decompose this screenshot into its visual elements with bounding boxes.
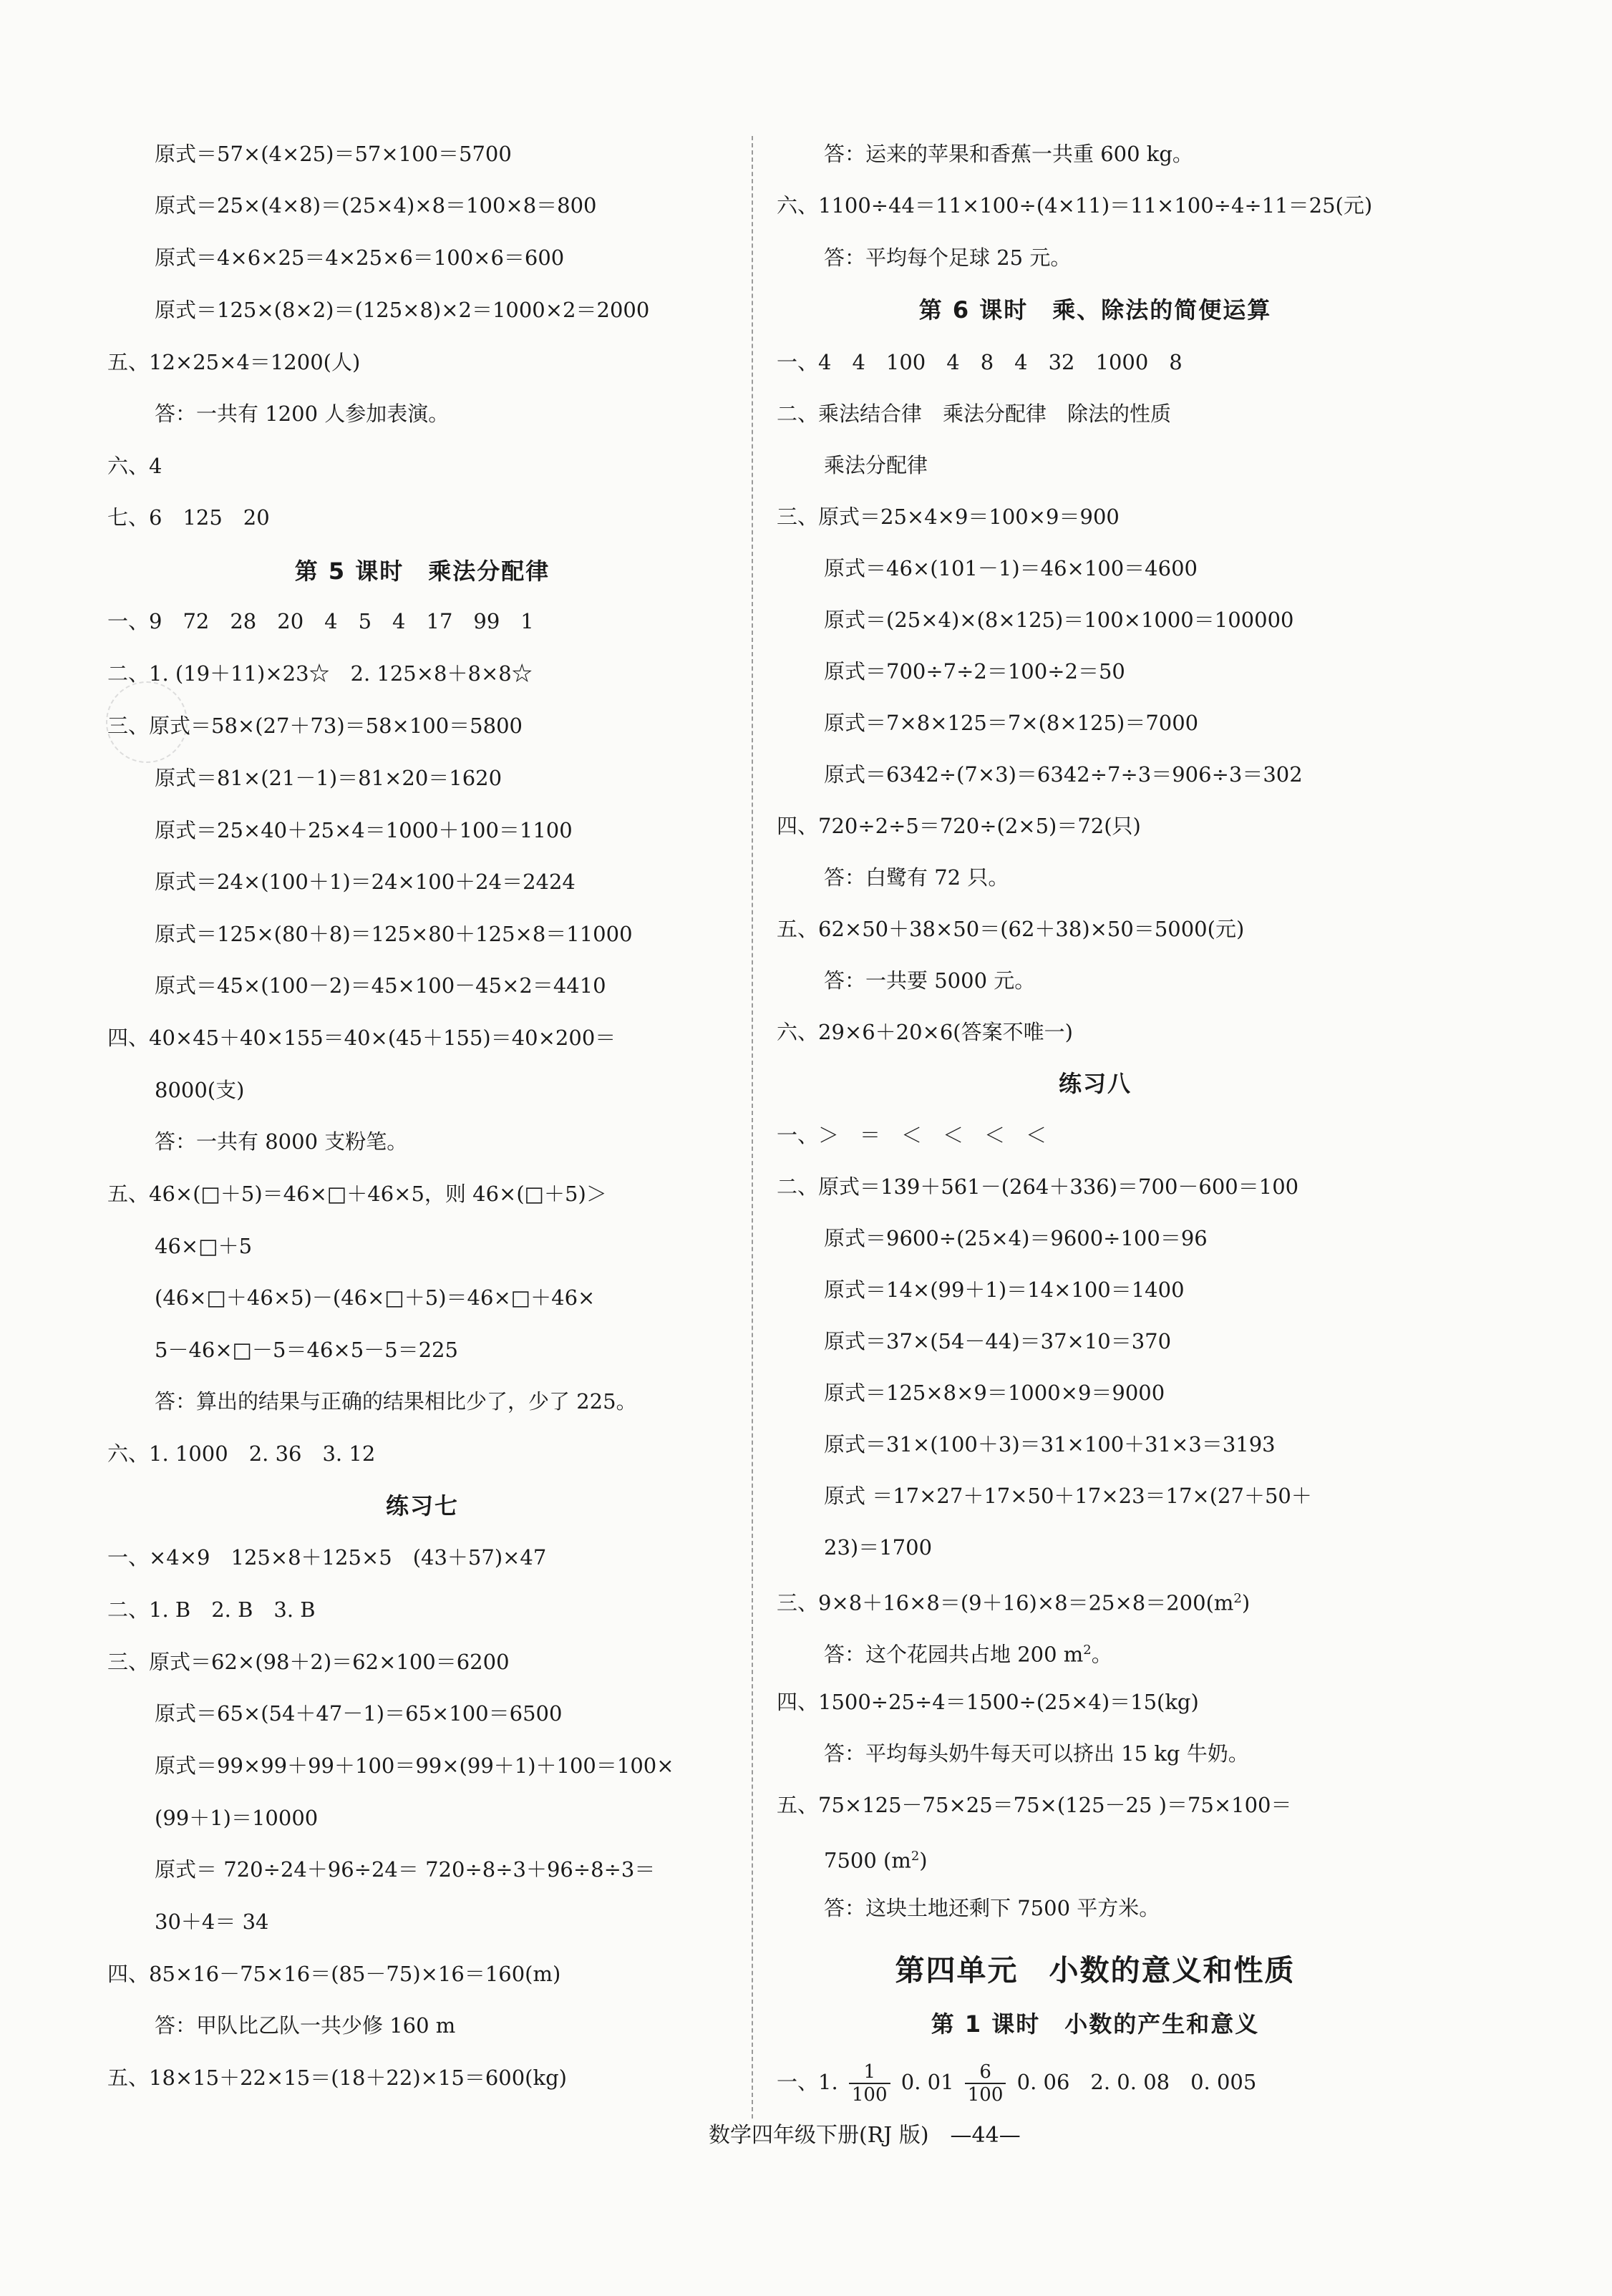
answer-line [777, 1585, 1250, 1618]
answer-line: 46×□＋5 [155, 1234, 253, 1258]
line-text: 一、1. [777, 2070, 838, 2094]
fraction [849, 2061, 890, 2106]
answer-line: 五、18×15＋22×15＝(18＋22)×15＝600(kg) [107, 2066, 567, 2090]
answer-line: 原式＝4×6×25＝4×25×6＝100×6＝600 [155, 245, 565, 270]
answer-line: 答：白鹭有 72 只。 [824, 865, 1009, 890]
answer-line: 原式＝6342÷(7×3)＝6342÷7÷3＝906÷3＝302 [824, 762, 1303, 787]
answer-line: 二、1. B 2. B 3. B [107, 1597, 316, 1622]
answer-line: 四、40×45＋40×155＝40×(45＋155)＝40×200＝ [107, 1026, 616, 1050]
answer-line: 二、乘法结合律 乘法分配律 除法的性质 [777, 402, 1172, 426]
answer-line: 一、＞ ＝ ＜ ＜ ＜ ＜ [777, 1123, 1047, 1147]
answer-line: 乘法分配律 [824, 453, 928, 477]
answer-line: 五、46×(□＋5)＝46×□＋46×5，则 46×(□＋5)＞ [107, 1182, 607, 1206]
answer-line: 三、原式＝25×4×9＝100×9＝900 [777, 505, 1120, 529]
answer-line: 答：甲队比乙队一共少修 160 m [155, 2013, 456, 2038]
superscript: 2 [1083, 1643, 1092, 1658]
section-heading: 第 1 课时 小数的产生和意义 [931, 2010, 1260, 2038]
line-text: ) [1241, 1590, 1251, 1615]
answer-line: 原式＝25×40＋25×4＝1000＋100＝1100 [155, 818, 573, 842]
answer-line: 答：一共有 1200 人参加表演。 [155, 402, 450, 426]
line-text: 0. 06 2. 0. 08 0. 005 [1016, 2070, 1257, 2094]
answer-line: 原式＝ 720÷24＋96÷24＝ 720÷8÷3＋96÷8÷3＝ [155, 1857, 656, 1882]
answer-line: 三、原式＝58×(27＋73)＝58×100＝5800 [107, 714, 523, 738]
answer-line: 答：算出的结果与正确的结果相比少了，少了 225。 [155, 1389, 637, 1414]
answer-line: 一、×4×9 125×8＋125×5 (43＋57)×47 [107, 1545, 547, 1570]
answer-line: 六、1100÷44＝11×100÷(4×11)＝11×100÷4÷11＝25(元) [777, 193, 1373, 218]
answer-line: 原式＝99×99＋99＋100＝99×(99＋1)＋100＝100× [155, 1753, 674, 1778]
answer-line: 原式＝31×(100＋3)＝31×100＋31×3＝3193 [824, 1432, 1276, 1456]
unit-title: 第四单元 小数的意义和性质 [895, 1953, 1296, 1988]
answer-line: 答：运来的苹果和香蕉一共重 600 kg。 [824, 142, 1193, 166]
answer-line: 一、4 4 100 4 8 4 32 1000 8 [777, 350, 1183, 374]
answer-line: 30＋4＝ 34 [155, 1910, 269, 1934]
answer-line: 答：平均每个足球 25 元。 [824, 245, 1072, 270]
answer-line: 六、1. 1000 2. 36 3. 12 [107, 1441, 376, 1466]
answer-line: 原式＝37×(54－44)＝37×10＝370 [824, 1329, 1172, 1353]
answer-line: 一、9 72 28 20 4 5 4 17 99 1 [107, 609, 534, 633]
fraction-numerator: 1 [849, 2061, 890, 2084]
answer-line: 原式＝125×8×9＝1000×9＝9000 [824, 1381, 1165, 1405]
answer-line: 23)＝1700 [824, 1535, 933, 1560]
answer-line [824, 1842, 928, 1875]
answer-line: 四、720÷2÷5＝720÷(2×5)＝72(只) [777, 814, 1141, 838]
answer-line: 答：这块土地还剩下 7500 平方米。 [824, 1896, 1160, 1920]
answer-line: 原式＝65×(54＋47－1)＝65×100＝6500 [155, 1701, 563, 1726]
answer-line: 答：平均每头奶牛每天可以挤出 15 kg 牛奶。 [824, 1741, 1249, 1766]
line-text: 7500 (m [824, 1848, 911, 1873]
answer-line: 原式＝57×(4×25)＝57×100＝5700 [155, 142, 512, 166]
line-text: ) [919, 1848, 928, 1873]
answer-line [777, 2057, 1256, 2107]
line-text: 三、9×8＋16×8＝(9＋16)×8＝25×8＝200(m [777, 1590, 1234, 1615]
answer-line: (99＋1)＝10000 [155, 1806, 319, 1830]
fraction-numerator: 6 [965, 2061, 1006, 2084]
answer-line: 七、6 125 20 [107, 505, 270, 530]
column-divider [752, 136, 753, 2119]
answer-line: 四、1500÷25÷4＝1500÷(25×4)＝15(kg) [777, 1690, 1199, 1714]
answer-line: 三、原式＝62×(98＋2)＝62×100＝6200 [107, 1650, 510, 1674]
line-text: 答：这个花园共占地 200 m [824, 1642, 1084, 1667]
answer-line: 原式＝14×(99＋1)＝14×100＝1400 [824, 1278, 1185, 1302]
section-heading: 第 5 课时 乘法分配律 [294, 558, 550, 585]
answer-line: 原式＝700÷7÷2＝100÷2＝50 [824, 659, 1125, 684]
fraction-denominator: 100 [851, 2084, 888, 2106]
answer-line: 原式＝(25×4)×(8×125)＝100×1000＝100000 [824, 608, 1294, 632]
answer-line: 原式 ＝17×27＋17×50＋17×23＝17×(27＋50＋ [824, 1484, 1312, 1508]
answer-line: 原式＝24×(100＋1)＝24×100＋24＝2424 [155, 870, 576, 894]
answer-line: 二、原式＝139＋561－(264＋336)＝700－600＝100 [777, 1174, 1299, 1199]
answer-line: 五、12×25×4＝1200(人) [107, 350, 361, 374]
answer-line: 原式＝9600÷(25×4)＝9600÷100＝96 [824, 1226, 1208, 1250]
answer-line: 答：一共有 8000 支粉笔。 [155, 1129, 408, 1154]
answer-line: 原式＝81×(21－1)＝81×20＝1620 [155, 766, 502, 790]
line-text: 。 [1091, 1642, 1112, 1667]
line-text: 0. 01 [900, 2070, 954, 2094]
section-heading: 练习七 [385, 1492, 459, 1519]
answer-line: 五、75×125－75×25＝75×(125－25 )＝75×100＝ [777, 1793, 1292, 1817]
superscript: 2 [1233, 1591, 1242, 1606]
answer-line: 5－46×□－5＝46×5－5＝225 [155, 1338, 458, 1362]
answer-line: 8000(支) [155, 1078, 245, 1102]
answer-line: (46×□＋46×5)－(46×□＋5)＝46×□＋46× [155, 1285, 596, 1310]
answer-line: 原式＝125×(8×2)＝(125×8)×2＝1000×2＝2000 [155, 298, 650, 322]
answer-line: 六、4 [107, 454, 162, 478]
answer-line: 五、62×50＋38×50＝(62＋38)×50＝5000(元) [777, 917, 1245, 941]
answer-line: 二、1. (19＋11)×23☆ 2. 125×8＋8×8☆ [107, 661, 533, 686]
section-heading: 第 6 课时 乘、除法的简便运算 [918, 296, 1272, 324]
answer-line: 原式＝46×(101－1)＝46×100＝4600 [824, 556, 1198, 580]
answer-line [824, 1636, 1112, 1669]
answer-line: 原式＝125×(80＋8)＝125×80＋125×8＝11000 [155, 922, 633, 946]
answer-line: 原式＝45×(100－2)＝45×100－45×2＝4410 [155, 973, 606, 998]
answer-line: 答：一共要 5000 元。 [824, 968, 1036, 993]
answer-line: 四、85×16－75×16＝(85－75)×16＝160(m) [107, 1962, 561, 1986]
answer-line: 六、29×6＋20×6(答案不唯一) [777, 1020, 1073, 1044]
section-heading: 练习八 [1058, 1070, 1132, 1097]
answer-line: 原式＝25×(4×8)＝(25×4)×8＝100×8＝800 [155, 193, 597, 218]
page-footer: 数学四年级下册(RJ 版) —44— [709, 2123, 1021, 2148]
fraction [965, 2061, 1006, 2106]
answer-line: 原式＝7×8×125＝7×(8×125)＝7000 [824, 711, 1199, 735]
fraction-denominator: 100 [967, 2084, 1004, 2106]
superscript: 2 [911, 1849, 920, 1864]
